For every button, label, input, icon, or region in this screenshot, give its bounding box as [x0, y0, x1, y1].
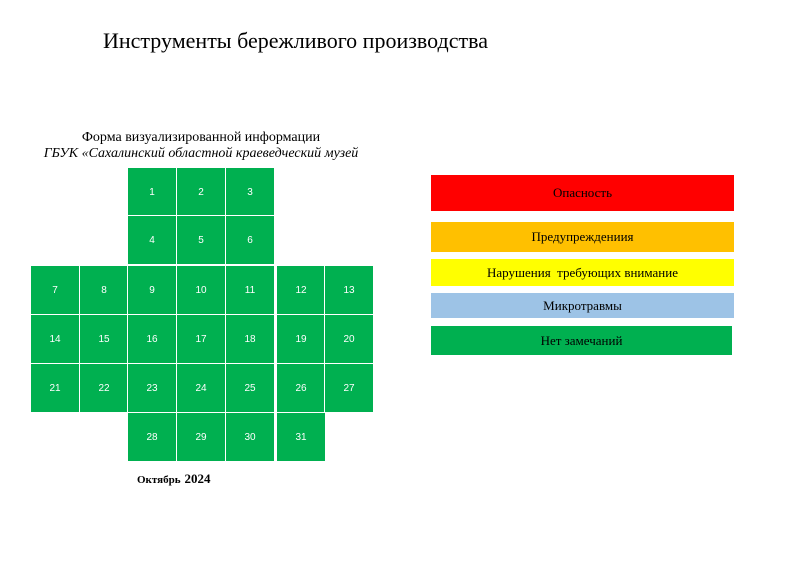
calendar-day: 10 — [177, 266, 225, 314]
form-subtitle: Форма визуализированной информации — [81, 130, 321, 145]
calendar-day: 5 — [177, 216, 225, 264]
month-name: Октябрь — [137, 474, 181, 486]
calendar-day: 3 — [226, 168, 274, 216]
calendar-day: 4 — [128, 216, 176, 264]
calendar-day: 6 — [226, 216, 274, 264]
calendar-day: 25 — [226, 364, 274, 412]
calendar-day: 23 — [128, 364, 176, 412]
legend-warning: Предупреждениия — [431, 222, 734, 252]
calendar-day: 18 — [226, 315, 274, 363]
calendar-day: 19 — [277, 315, 325, 363]
organization-name: ГБУК «Сахалинский областной краеведческий музей — [43, 146, 359, 161]
year: 2024 — [184, 471, 211, 486]
calendar-day: 28 — [128, 413, 176, 461]
legend-microtrauma: Микротравмы — [431, 293, 734, 318]
calendar-day: 20 — [325, 315, 373, 363]
calendar-day: 8 — [80, 266, 128, 314]
page-title: Инструменты бережливого производства — [103, 28, 488, 53]
legend-danger: Опасность — [431, 175, 734, 211]
calendar-day: 27 — [325, 364, 373, 412]
calendar-day: 13 — [325, 266, 373, 314]
legend-no-remarks: Нет замечаний — [431, 326, 732, 355]
legend-attention: Нарушения требующих внимание — [431, 259, 734, 286]
calendar-day: 1 — [128, 168, 176, 216]
calendar-day: 15 — [80, 315, 128, 363]
calendar-day: 9 — [128, 266, 176, 314]
calendar-day: 22 — [80, 364, 128, 412]
calendar-day: 17 — [177, 315, 225, 363]
calendar-day: 30 — [226, 413, 274, 461]
calendar-day: 26 — [277, 364, 325, 412]
calendar-day: 24 — [177, 364, 225, 412]
calendar-day: 29 — [177, 413, 225, 461]
calendar-day: 11 — [226, 266, 274, 314]
month-year-label — [137, 470, 211, 488]
calendar-day: 14 — [31, 315, 79, 363]
calendar-day: 7 — [31, 266, 79, 314]
calendar-day: 21 — [31, 364, 79, 412]
calendar-day: 16 — [128, 315, 176, 363]
calendar-day: 31 — [277, 413, 325, 461]
calendar-day: 2 — [177, 168, 225, 216]
calendar-day: 12 — [277, 266, 325, 314]
